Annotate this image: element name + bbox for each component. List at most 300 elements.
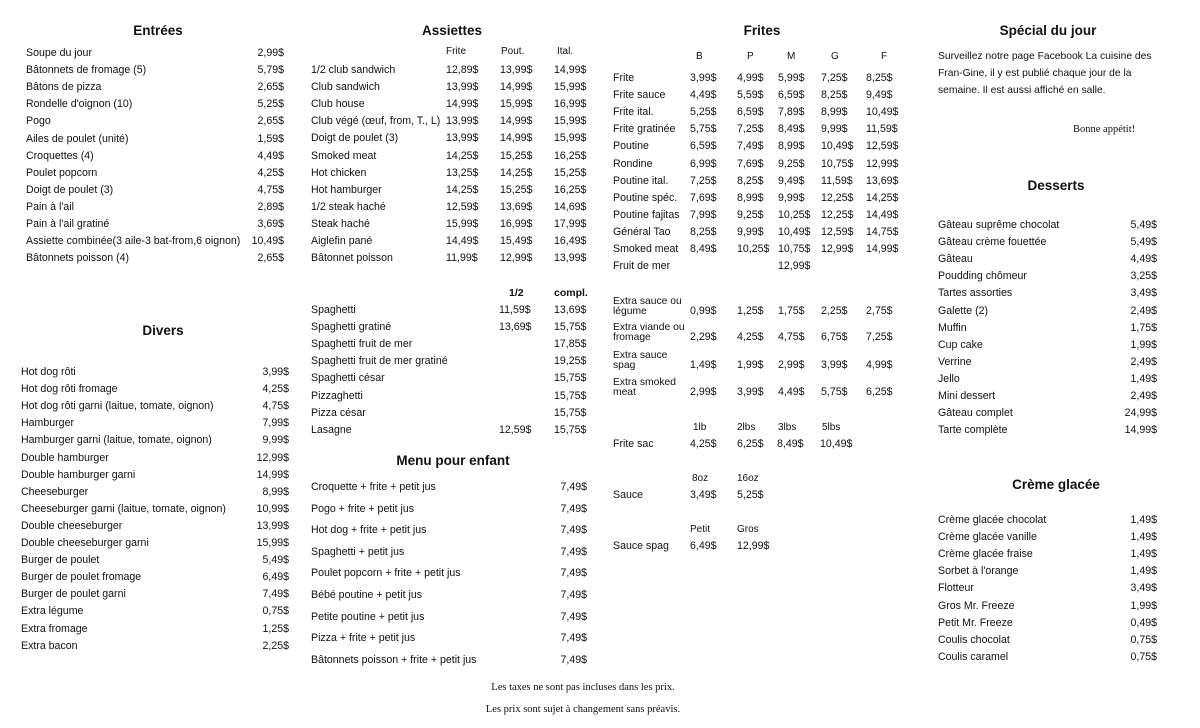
list-item-price: 1,49$ <box>1130 514 1157 526</box>
assiette-name: Steak haché <box>311 217 370 230</box>
assiette-price: 13,99$ <box>446 81 479 94</box>
extra-name: Extra sauce ou légume <box>613 296 682 317</box>
footer-changes: Les prix sont sujet à changement sans préavis. <box>485 704 681 715</box>
frites-price: 9,49$ <box>778 174 805 187</box>
spaghetti-full-price: 13,69$ <box>554 304 587 316</box>
list-item-name: Hamburger <box>21 417 74 430</box>
list-item-price: 3,99$ <box>262 366 289 378</box>
list-item-price: 12,99$ <box>256 451 289 464</box>
assiettes-col-frite: Frite <box>446 46 466 57</box>
frites-price: 6,59$ <box>690 140 717 153</box>
assiette-price: 16,25$ <box>554 183 587 196</box>
list-item-name: Pain à l'ail <box>26 200 74 213</box>
frites-price: 9,99$ <box>778 191 805 204</box>
list-item-price: 4,75$ <box>257 183 284 196</box>
list-item-price: 7,49$ <box>560 502 587 515</box>
frites-price: 7,69$ <box>737 157 764 170</box>
list-item-name: Bâtonnets poisson + frite + petit jus <box>311 653 477 666</box>
extra-price: 2,25$ <box>821 305 848 317</box>
extra-price: 2,99$ <box>778 359 805 371</box>
assiette-price: 14,69$ <box>554 200 587 213</box>
list-item-name: Cheeseburger garni (laitue, tomate, oignon) <box>21 502 226 515</box>
assiette-name: Club house <box>311 98 365 111</box>
frites-price: 10,25$ <box>778 208 811 221</box>
list-item-name: Extra fromage <box>21 622 88 635</box>
extra-price: 7,25$ <box>866 331 893 343</box>
list-item-name: Poudding chômeur <box>938 270 1027 283</box>
list-item-name: Hot dog rôti fromage <box>21 383 118 396</box>
list-item-price: 14,99$ <box>1124 424 1157 437</box>
assiette-name: Club sandwich <box>311 81 380 94</box>
assiettes-title: Assiettes <box>421 23 483 38</box>
assiette-price: 15,99$ <box>554 81 587 94</box>
frites-price: 14,75$ <box>866 225 899 238</box>
spaghetti-name: Pizza césar <box>311 406 366 419</box>
extra-price: 4,25$ <box>737 331 764 343</box>
list-item-price: 2,49$ <box>1130 304 1157 317</box>
frites-col-m: M <box>787 51 796 62</box>
list-item-name: Gâteau complet <box>938 407 1013 420</box>
list-item-name: Croquettes (4) <box>26 149 94 162</box>
frites-price: 9,49$ <box>866 89 893 102</box>
list-item-name: Sorbet à l'orange <box>938 565 1019 578</box>
sac-price-1: 4,25$ <box>690 438 717 450</box>
spaghetti-name: Spaghetti <box>311 304 356 316</box>
spaghetti-full-price: 15,75$ <box>554 372 587 385</box>
frites-price: 7,99$ <box>690 208 717 221</box>
spaghetti-half-price: 13,69$ <box>499 321 532 334</box>
list-item-price: 0,75$ <box>262 605 289 618</box>
divers-title: Divers <box>142 323 184 338</box>
list-item-price: 24,99$ <box>1124 407 1157 420</box>
sac-col-3: 3lbs <box>778 422 797 433</box>
list-item-price: 7,49$ <box>560 653 587 666</box>
extra-name: Extra sauce spag <box>613 350 668 371</box>
frites-price: 6,59$ <box>737 106 764 119</box>
list-item-name: Bâtons de pizza <box>26 81 102 94</box>
list-item-price: 5,49$ <box>1130 236 1157 249</box>
list-item-name: Cup cake <box>938 338 983 351</box>
list-item-price: 1,25$ <box>262 622 289 635</box>
spaghetti-col-full: compl. <box>554 287 588 299</box>
spaghetti-full-price: 15,75$ <box>554 406 587 419</box>
assiette-price: 13,99$ <box>554 252 587 265</box>
special-bonne: Bonne appétit! <box>1073 124 1136 135</box>
spag-col-2: Gros <box>737 524 759 535</box>
frites-price: 5,59$ <box>737 89 764 102</box>
assiette-price: 16,99$ <box>554 98 587 111</box>
extra-name: Extra smoked meat <box>613 377 676 398</box>
assiette-price: 13,99$ <box>500 64 533 76</box>
spaghetti-name: Pizzaghetti <box>311 389 363 402</box>
list-item-price: 1,49$ <box>1130 531 1157 544</box>
frites-col-p: P <box>747 51 754 62</box>
extra-price: 1,99$ <box>737 359 764 371</box>
frites-price: 10,75$ <box>778 243 811 255</box>
spag-label: Sauce spag <box>613 540 669 552</box>
sauce-price-2: 5,25$ <box>737 489 764 501</box>
assiette-price: 15,99$ <box>554 132 587 145</box>
frites-title: Frites <box>743 23 781 38</box>
assiette-price: 15,25$ <box>554 166 587 179</box>
frites-price: 7,25$ <box>737 123 764 136</box>
extra-price: 4,75$ <box>778 331 805 343</box>
list-item-name: Ailes de poulet (unité) <box>26 132 129 145</box>
list-item-name: Crème glacée vanille <box>938 531 1037 544</box>
assiette-price: 12,59$ <box>446 200 479 213</box>
extra-price: 3,99$ <box>821 359 848 371</box>
special-title: Spécial du jour <box>999 23 1097 38</box>
list-item-price: 6,49$ <box>262 571 289 584</box>
list-item-name: Pain à l'ail gratiné <box>26 218 110 230</box>
assiette-name: 1/2 club sandwich <box>311 64 396 76</box>
frites-name: Frite <box>613 72 635 84</box>
assiette-price: 14,99$ <box>500 132 533 145</box>
spaghetti-col-half: 1/2 <box>509 287 524 299</box>
list-item-name: Crème glacée fraise <box>938 548 1033 561</box>
spag-price-2: 12,99$ <box>737 540 770 552</box>
assiette-price: 13,99$ <box>446 115 479 128</box>
list-item-name: Burger de poulet fromage <box>21 571 142 584</box>
assiette-price: 15,99$ <box>446 217 479 230</box>
sac-price-3: 8,49$ <box>777 438 804 450</box>
list-item-name: Flotteur <box>938 582 974 595</box>
extra-price: 2,99$ <box>690 386 717 398</box>
sac-col-4: 5lbs <box>822 422 841 433</box>
spaghetti-half-price: 12,59$ <box>499 423 532 436</box>
frites-name: Poutine fajitas <box>613 208 680 221</box>
assiette-name: Doigt de poulet (3) <box>311 132 399 145</box>
list-item-name: Pizza + frite + petit jus <box>311 632 416 645</box>
frites-price: 8,25$ <box>737 174 764 187</box>
assiettes-col-ital: Ital. <box>557 46 574 57</box>
list-item-price: 1,99$ <box>1130 599 1157 612</box>
frites-col-g: G <box>831 51 839 62</box>
spaghetti-full-price: 15,75$ <box>554 423 587 436</box>
assiette-price: 16,99$ <box>500 217 533 230</box>
list-item-price: 9,99$ <box>262 434 289 447</box>
list-item-name: Gâteau <box>938 253 973 266</box>
spaghetti-name: Spaghetti fruit de mer <box>311 338 413 351</box>
spag-col-1: Petit <box>690 524 711 535</box>
frites-price: 4,99$ <box>737 72 764 84</box>
desserts-title: Desserts <box>1027 178 1085 193</box>
list-item-name: Hot dog rôti <box>21 366 76 378</box>
frites-price: 9,25$ <box>778 157 805 170</box>
extra-price: 6,75$ <box>821 331 848 343</box>
assiette-price: 13,25$ <box>446 166 479 179</box>
extra-name: Extra viande ou fromage <box>613 322 685 343</box>
list-item-price: 3,69$ <box>257 218 284 230</box>
frites-price: 11,59$ <box>866 123 898 136</box>
list-item-price: 5,25$ <box>257 98 284 111</box>
sauce-col-1: 8oz <box>692 473 709 484</box>
assiette-price: 14,99$ <box>500 81 533 94</box>
sac-col-1: 1lb <box>693 422 707 433</box>
list-item-name: Double hamburger garni <box>21 468 136 481</box>
assiette-price: 14,99$ <box>446 98 479 111</box>
assiette-name: 1/2 steak haché <box>311 200 386 213</box>
frites-name: Poutine <box>613 140 649 153</box>
frites-price: 10,49$ <box>778 225 811 238</box>
frites-price: 14,25$ <box>866 191 899 204</box>
list-item-price: 2,25$ <box>262 639 289 652</box>
extra-price: 1,75$ <box>778 305 805 317</box>
list-item-price: 5,49$ <box>262 554 289 567</box>
extra-price: 5,75$ <box>821 386 848 398</box>
frites-price: 11,59$ <box>821 174 853 187</box>
frites-price: 10,75$ <box>821 157 854 170</box>
assiette-price: 14,25$ <box>446 183 479 196</box>
sac-col-2: 2lbs <box>737 422 756 433</box>
spaghetti-name: Lasagne <box>311 423 352 436</box>
frites-name: Rondine <box>613 157 653 170</box>
list-item-name: Bébé poutine + petit jus <box>311 589 423 601</box>
assiette-price: 12,99$ <box>500 252 533 265</box>
list-item-name: Jello <box>938 372 960 385</box>
list-item-price: 3,49$ <box>1130 287 1157 300</box>
list-item-name: Pogo <box>26 115 51 128</box>
frites-price: 9,25$ <box>737 208 764 221</box>
list-item-name: Double cheeseburger garni <box>21 537 149 549</box>
list-item-name: Gâteau crème fouettée <box>938 236 1047 249</box>
list-item-price: 2,65$ <box>257 252 284 265</box>
frites-price: 8,25$ <box>821 89 848 102</box>
frites-col-b: B <box>696 51 703 62</box>
frites-price: 5,99$ <box>778 72 805 84</box>
list-item-name: Hot dog + frite + petit jus <box>311 524 427 537</box>
list-item-price: 2,65$ <box>257 115 284 128</box>
frites-price: 7,69$ <box>690 191 717 204</box>
frites-name: Poutine spéc. <box>613 191 678 204</box>
list-item-price: 1,75$ <box>1130 321 1157 334</box>
frites-price: 9,99$ <box>737 225 764 238</box>
list-item-name: Cheeseburger <box>21 485 89 498</box>
spag-price-1: 6,49$ <box>690 540 717 552</box>
frites-name: Frite gratinée <box>613 123 676 136</box>
assiette-name: Bâtonnet poisson <box>311 252 393 265</box>
frites-price: 7,25$ <box>690 174 717 187</box>
extra-price: 2,29$ <box>690 331 717 343</box>
frites-name: Frite sauce <box>613 89 666 102</box>
frites-price: 12,99$ <box>778 260 811 273</box>
list-item-price: 4,25$ <box>262 383 289 396</box>
extra-price: 1,25$ <box>737 305 764 317</box>
frites-price: 4,49$ <box>690 89 717 102</box>
list-item-name: Rondelle d'oignon (10) <box>26 98 133 111</box>
list-item-price: 0,75$ <box>1130 650 1157 663</box>
list-item-price: 7,49$ <box>560 632 587 645</box>
spaghetti-half-price: 11,59$ <box>499 304 531 316</box>
assiette-price: 15,25$ <box>500 149 533 162</box>
extra-price: 2,75$ <box>866 305 893 317</box>
list-item-name: Spaghetti + petit jus <box>311 545 405 558</box>
list-item-name: Extra bacon <box>21 639 78 652</box>
special-text: Surveillez notre page Facebook La cuisine des Fran-Gine, il y est publié chaque jour de la semaine. Il est aussi affiché en salle. <box>938 51 1152 96</box>
footer-taxes: Les taxes ne sont pas incluses dans les prix. <box>491 682 675 693</box>
frites-price: 8,49$ <box>778 123 805 136</box>
assiette-price: 11,99$ <box>446 252 478 265</box>
list-item-price: 7,49$ <box>560 524 587 537</box>
frites-price: 6,59$ <box>778 89 805 102</box>
list-item-price: 1,99$ <box>1130 338 1157 351</box>
extra-price: 3,99$ <box>737 386 764 398</box>
assiette-price: 16,49$ <box>554 235 587 247</box>
list-item-price: 7,49$ <box>560 567 587 580</box>
list-item-price: 7,49$ <box>560 589 587 601</box>
frites-price: 10,25$ <box>737 243 770 255</box>
assiette-price: 14,99$ <box>554 64 587 76</box>
frites-price: 12,59$ <box>821 225 854 238</box>
spaghetti-full-price: 17,85$ <box>554 338 587 351</box>
frites-price: 10,49$ <box>866 106 899 119</box>
assiette-name: Hot hamburger <box>311 183 382 196</box>
list-item-name: Crème glacée chocolat <box>938 514 1047 526</box>
list-item-name: Poulet popcorn <box>26 166 98 179</box>
glace-title: Crème glacée <box>1012 477 1100 492</box>
assiette-price: 15,99$ <box>554 115 587 128</box>
list-item-name: Mini dessert <box>938 390 996 402</box>
sauce-col-2: 16oz <box>737 473 759 484</box>
spaghetti-full-price: 19,25$ <box>554 355 587 368</box>
list-item-name: Croquette + frite + petit jus <box>311 481 436 493</box>
sauce-label: Sauce <box>613 489 644 501</box>
frites-price: 8,99$ <box>737 191 764 204</box>
assiette-price: 13,69$ <box>500 200 533 213</box>
assiette-price: 15,99$ <box>500 98 533 111</box>
list-item-price: 5,49$ <box>1130 219 1157 231</box>
frites-price: 12,25$ <box>821 191 854 204</box>
list-item-price: 1,49$ <box>1130 548 1157 561</box>
assiette-name: Smoked meat <box>311 149 377 162</box>
frites-price: 10,49$ <box>821 140 854 153</box>
list-item-name: Gros Mr. Freeze <box>938 599 1015 612</box>
frites-name: Général Tao <box>613 225 671 238</box>
list-item-name: Assiette combinée(3 aile-3 bat-from,6 oignon) <box>26 235 241 248</box>
list-item-name: Bâtonnets poisson (4) <box>26 252 130 265</box>
list-item-name: Tarte complète <box>938 424 1008 437</box>
list-item-price: 14,99$ <box>256 468 289 481</box>
extra-price: 1,49$ <box>690 359 717 371</box>
frites-price: 12,25$ <box>821 208 854 221</box>
list-item-name: Hot dog rôti garni (laitue, tomate, oignon) <box>21 400 214 413</box>
list-item-price: 15,99$ <box>256 537 289 549</box>
list-item-price: 4,49$ <box>1130 253 1157 266</box>
list-item-price: 13,99$ <box>256 519 289 532</box>
frites-price: 8,49$ <box>690 243 717 255</box>
enfant-title: Menu pour enfant <box>396 453 510 468</box>
list-item-name: Burger de poulet <box>21 554 100 567</box>
list-item-name: Extra légume <box>21 605 84 618</box>
sac-price-4: 10,49$ <box>820 438 853 450</box>
frites-price: 7,49$ <box>737 140 764 153</box>
frites-price: 14,49$ <box>866 208 899 221</box>
list-item-name: Soupe du jour <box>26 47 92 59</box>
assiette-price: 14,49$ <box>446 235 479 247</box>
list-item-name: Pogo + frite + petit jus <box>311 502 415 515</box>
extra-price: 0,99$ <box>690 305 717 317</box>
frites-price: 14,99$ <box>866 243 899 255</box>
list-item-price: 8,99$ <box>262 485 289 498</box>
frites-price: 6,99$ <box>690 157 717 170</box>
list-item-name: Gâteau suprême chocolat <box>938 219 1060 231</box>
list-item-name: Galette (2) <box>938 304 989 317</box>
assiette-price: 13,99$ <box>446 132 479 145</box>
extra-price: 4,99$ <box>866 359 893 371</box>
spaghetti-name: Spaghetti gratiné <box>311 321 392 334</box>
list-item-price: 0,75$ <box>1130 633 1157 646</box>
frites-col-f: F <box>881 51 888 62</box>
list-item-price: 3,25$ <box>1130 270 1157 283</box>
entrees-title: Entrées <box>133 23 183 38</box>
frites-name: Smoked meat <box>613 243 679 255</box>
list-item-name: Bâtonnets de fromage (5) <box>26 64 147 77</box>
list-item-price: 4,75$ <box>262 400 289 413</box>
list-item-name: Double hamburger <box>21 451 109 464</box>
list-item-name: Double cheeseburger <box>21 519 123 532</box>
extra-price: 6,25$ <box>866 386 893 398</box>
list-item-name: Muffin <box>938 321 967 334</box>
frites-price: 9,99$ <box>821 123 848 136</box>
list-item-price: 1,49$ <box>1130 565 1157 578</box>
assiette-name: Hot chicken <box>311 166 367 179</box>
list-item-price: 10,49$ <box>251 235 284 248</box>
list-item-name: Hamburger garni (laitue, tomate, oignon) <box>21 434 212 447</box>
assiette-price: 15,49$ <box>500 235 533 247</box>
frites-price: 8,25$ <box>690 225 717 238</box>
spaghetti-name: Spaghetti césar <box>311 372 385 385</box>
frites-price: 5,25$ <box>690 106 717 119</box>
assiette-price: 14,25$ <box>446 149 479 162</box>
list-item-price: 10,99$ <box>256 502 289 515</box>
frites-price: 12,99$ <box>866 157 899 170</box>
frites-price: 12,99$ <box>821 243 854 255</box>
list-item-price: 2,65$ <box>257 81 284 94</box>
assiette-price: 17,99$ <box>554 217 587 230</box>
assiette-price: 15,25$ <box>500 183 533 196</box>
list-item-name: Burger de poulet garni <box>21 588 126 601</box>
list-item-name: Verrine <box>938 355 972 368</box>
assiette-price: 12,89$ <box>446 64 479 76</box>
frites-price: 13,69$ <box>866 174 899 187</box>
assiette-name: Club végé (œuf, from, T., L) <box>311 115 441 128</box>
list-item-price: 2,49$ <box>1130 390 1157 402</box>
frites-price: 8,99$ <box>821 106 848 119</box>
spaghetti-full-price: 15,75$ <box>554 321 587 334</box>
list-item-price: 0,49$ <box>1130 616 1157 629</box>
frites-price: 12,59$ <box>866 140 899 153</box>
frites-name: Fruit de mer <box>613 260 671 273</box>
list-item-price: 4,49$ <box>257 149 284 162</box>
list-item-name: Doigt de poulet (3) <box>26 183 114 196</box>
frites-name: Frite ital. <box>613 106 654 119</box>
frites-price: 8,25$ <box>866 72 893 84</box>
list-item-name: Coulis chocolat <box>938 633 1010 646</box>
list-item-name: Petit Mr. Freeze <box>938 616 1013 629</box>
assiette-name: Aiglefin pané <box>311 235 373 247</box>
list-item-price: 1,59$ <box>257 132 284 145</box>
sac-label: Frite sac <box>613 438 654 450</box>
list-item-price: 7,49$ <box>560 610 587 623</box>
frites-price: 8,99$ <box>778 140 805 153</box>
list-item-name: Tartes assorties <box>938 287 1013 300</box>
frites-price: 7,25$ <box>821 72 848 84</box>
frites-price: 7,89$ <box>778 106 805 119</box>
list-item-price: 7,49$ <box>560 481 587 493</box>
list-item-price: 5,79$ <box>257 64 284 77</box>
assiette-price: 14,99$ <box>500 115 533 128</box>
extra-price: 4,49$ <box>778 386 805 398</box>
